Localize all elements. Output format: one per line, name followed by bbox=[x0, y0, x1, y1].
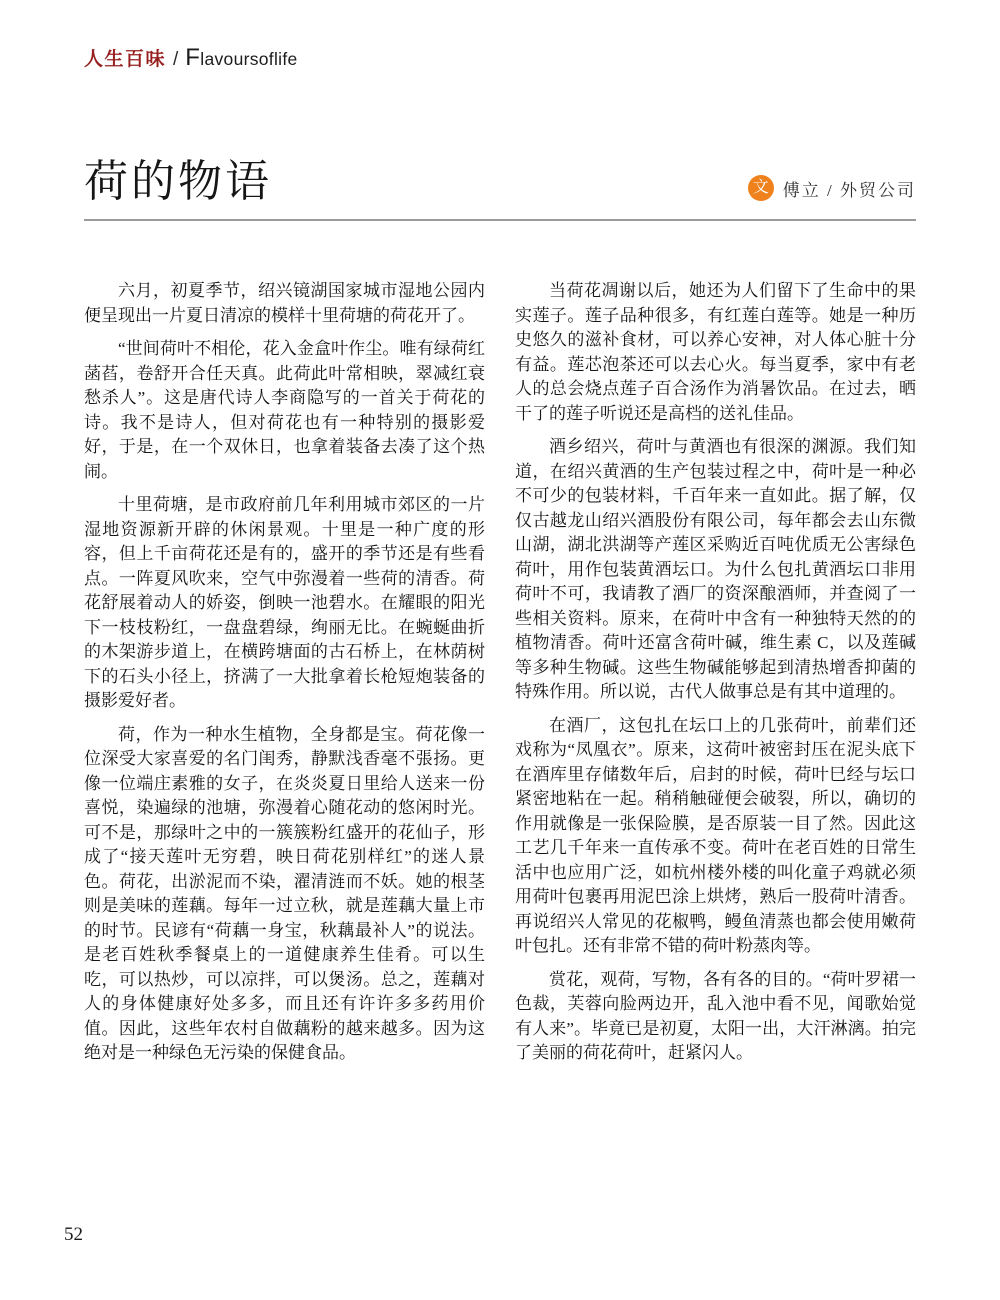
title-row bbox=[84, 158, 916, 206]
section-name-en-initial: F bbox=[185, 44, 201, 71]
paragraph-left-1: 六月，初夏季节，绍兴镜湖国家城市湿地公园内便呈现出一片夏日清凉的模样十里荷塘的荷花开了。 bbox=[84, 281, 485, 325]
right-column bbox=[515, 279, 916, 1075]
paragraph-left-4: 荷，作为一种水生植物，全身都是宝。荷花像一位深受大家喜爱的名门闺秀，静默浅香毫不張扬。更像一位端庄素雅的女子，在炎炎夏日里给人送来一份喜悦，染遍绿的池塘，弥漫着心随花动的悠闲时光。可不是，那绿叶之中的一簇簇粉红盛开的花仙子，形成了“接天莲叶无穷碧，映日荷花别样红”的迷人景色。荷花，出淤泥而不染，濯清涟而不妖。她的根茎则是美味的莲藕。每年一过立秋，就是莲藕大量上市的时节。民谚有“荷藕一身宝，秋藕最补人”的说法。是老百姓秋季餐桌上的一道健康养生佳肴。可以生吃，可以热炒，可以凉拌，可以煲汤。总之，莲藕对人的身体健康好处多多，而且还有许许多多药用价值。因此，这些年农村自做藕粉的越来越多。因为这绝对是一种绿色无污染的保健食品。 bbox=[84, 724, 485, 1063]
left-column bbox=[84, 279, 485, 1075]
paragraph-right-3: 在酒厂，这包扎在坛口上的几张荷叶，前辈们还戏称为“凤凰衣”。原来，这荷叶被密封压在泥头底下在酒库里存储数年后，启封的时候，荷叶巳经与坛口紧密地粘在一起。稍稍触碰便会破裂，所以，确切的作用就像是一张保险膜，是否原装一目了然。因此这工艺几千年来一直传承不变。荷叶在老百姓的日常生活中也应用广泛，如杭州楼外楼的叫化童子鸡就必须用荷叶包裹再用泥巴涂上烘烤，熟后一股荷叶清香。再说绍兴人常见的花椒鸭，鳗鱼清蒸也都会使用嫩荷叶包扎。还有非常不错的荷叶粉蒸肉等。 bbox=[515, 715, 916, 956]
author-badge-icon: 文 bbox=[748, 175, 774, 201]
article-title: 荷的物语 bbox=[84, 157, 272, 206]
page-number: 52 bbox=[64, 1224, 83, 1245]
byline bbox=[748, 175, 916, 201]
section-name-en-rest: lavoursoflife bbox=[200, 49, 298, 69]
section-separator: / bbox=[173, 49, 179, 70]
paragraph-right-4: 赏花，观荷，写物，各有各的目的。“荷叶罗裙一色裁，芙蓉向脸两边开，乱入池中看不见，闻歌始觉有人来”。毕竟已是初夏，太阳一出，大汗淋漓。拍完了美丽的荷花荷叶，赶紧闪人。 bbox=[515, 969, 916, 1063]
section-header bbox=[84, 46, 916, 72]
paragraph-right-1: 当荷花凋谢以后，她还为人们留下了生命中的果实莲子。莲子品种很多，有红莲白莲等。她是一种历史悠久的滋补食材，可以养心安神，对人体心脏十分有益。莲芯泡茶还可以去心火。每当夏季，家中有老人的总会烧点莲子百合汤作为消暑饮品。在过去，晒干了的莲子听说还是高档的送礼佳品。 bbox=[515, 281, 916, 423]
paragraph-left-2: “世间荷叶不相伦，花入金盒叶作尘。唯有绿荷红菡萏，卷舒开合任天真。此荷此叶常相映，翠减红衰愁杀人”。这是唐代诗人李商隐写的一首关于荷花的诗。我不是诗人，但对荷花也有一种特别的摄影爱好，于是，在一个双休日，也拿着装备去凑了这个热闹。 bbox=[84, 339, 485, 481]
article-body bbox=[84, 221, 916, 1075]
paragraph-right-2: 酒乡绍兴，荷叶与黄酒也有很深的渊源。我们知道，在绍兴黄酒的生产包装过程之中，荷叶是一种必不可少的包装材料，千百年来一直如此。据了解，仅仅古越龙山绍兴酒股份有限公司，每年都会去山东微山湖，湖北洪湖等产莲区采购近百吨优质无公害绿色荷叶，用作包装黄酒坛口。为什么包扎黄酒坛口非用荷叶不可，我请教了酒厂的资深酿酒师，并查阅了一些相关资料。原来，在荷叶中含有一种独特天然的的植物清香。荷叶还富含荷叶碱，维生素 C，以及莲碱等多种生物碱。这些生物碱能够起到清热增香抑菌的特殊作用。所以说，古代人做事总是有其中道理的。 bbox=[515, 437, 916, 702]
section-name-cn: 人生百味 bbox=[84, 49, 167, 70]
author-name: 傅立 / 外贸公司 bbox=[782, 180, 916, 200]
section-name-en bbox=[185, 44, 298, 71]
paragraph-left-3: 十里荷塘，是市政府前几年利用城市郊区的一片湿地资源新开辟的休闲景观。十里是一种广度的形容，但上千亩荷花还是有的，盛开的季节还是有些看点。一阵夏风吹来，空气中弥漫着一些荷的清香。荷花舒展着动人的娇姿，倒映一池碧水。在耀眼的阳光下一枝枝粉红，一盘盘碧绿，绚丽无比。在蜿蜒曲折的木架游步道上，在横跨塘面的古石桥上，在林荫树下的石头小径上，挤满了一大批拿着长枪短炮装备的摄影爱好者。 bbox=[84, 495, 485, 711]
